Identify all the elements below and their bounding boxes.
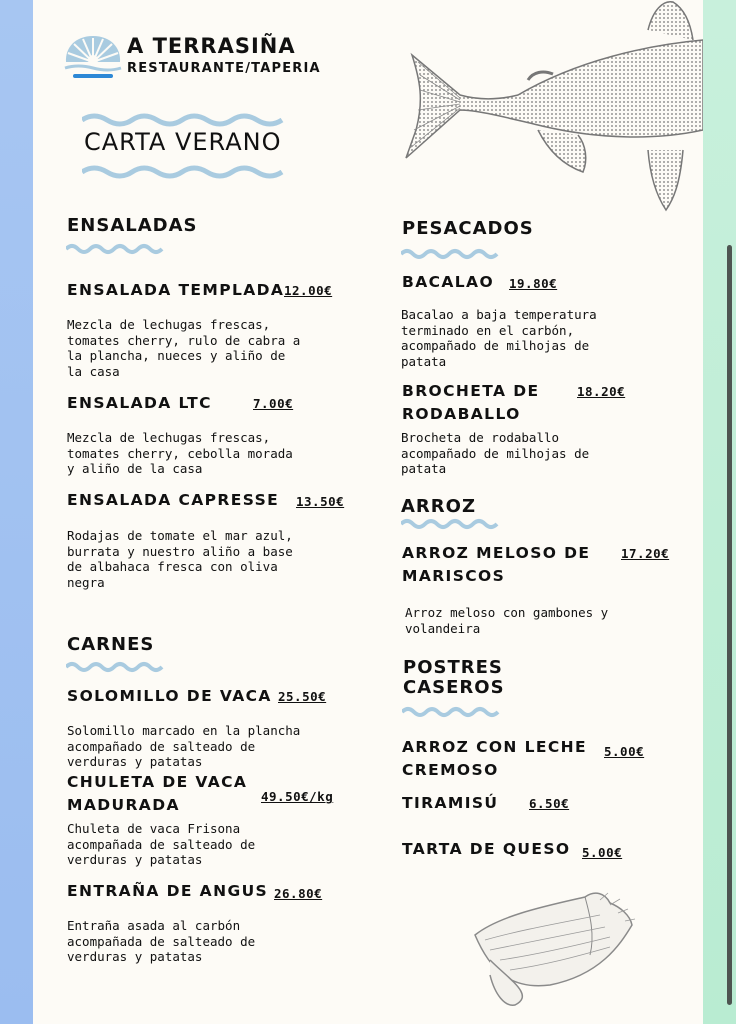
wave-divider-icon (402, 706, 500, 718)
section-heading-postres-line2: CASEROS (403, 677, 505, 698)
menu-item-price: 26.80€ (274, 886, 323, 901)
brand-name: A TERRASIÑA (127, 34, 296, 58)
menu-item-price: 6.50€ (529, 796, 570, 811)
menu-item-price: 25.50€ (278, 689, 327, 704)
section-heading-postres-line1: POSTRES (403, 657, 503, 678)
menu-item-name: SOLOMILLO DE VACA (67, 687, 272, 705)
menu-item-name: BACALAO (402, 273, 495, 291)
menu-item-description: Chuleta de vaca Frisona acompañada de salteado de verduras y patatas (67, 821, 256, 867)
menu-item-name-line2: MARISCOS (402, 567, 506, 585)
menu-item-name-line1: ARROZ MELOSO DE (402, 544, 591, 562)
menu-item-name: TARTA DE QUESO (402, 840, 571, 858)
menu-item-description: Entraña asada al carbón acompañada de salteado de verduras y patatas (67, 918, 256, 964)
wave-divider-icon (66, 661, 164, 673)
menu-item-name-line1: CHULETA DE VACA (67, 773, 248, 791)
menu-item-name-line1: ARROZ CON LECHE (402, 738, 587, 756)
menu-item-price: 18.20€ (577, 384, 626, 399)
wave-divider-icon (401, 248, 499, 260)
wave-divider-icon (401, 518, 499, 530)
brand-subtitle: RESTAURANTE/TAPERIA (127, 61, 321, 76)
menu-item-name-line2: RODABALLO (402, 405, 521, 423)
menu-item-name-line2: CREMOSO (402, 761, 499, 779)
menu-item-description: Arroz meloso con gambones y volandeira (405, 605, 609, 636)
menu-item-price: 17.20€ (621, 546, 670, 561)
fish-illustration-icon (398, 0, 703, 215)
menu-item-description: Solomillo marcado en la plancha acompañado de salteado de verduras y patatas (67, 723, 301, 769)
menu-item-name: ENSALADA TEMPLADA (67, 281, 285, 299)
menu-item-description: Mezcla de lechugas frescas, tomates cherry, rulo de cabra a la plancha, nueces y aliño de la casa (67, 317, 301, 379)
menu-item-description: Mezcla de lechugas frescas, tomates cherry, cebolla morada y aliño de la casa (67, 430, 293, 476)
scrollbar[interactable] (727, 245, 732, 1005)
menu-item-description: Bacalao a baja temperatura terminado en el carbón, acompañado de milhojas de patata (401, 307, 597, 369)
menu-title: CARTA VERANO (84, 128, 282, 156)
menu-item-name-line1: BROCHETA DE (402, 382, 540, 400)
wave-divider-icon (66, 243, 164, 255)
menu-item-price: 12.00€ (284, 283, 333, 298)
menu-item-name: ENSALADA CAPRESSE (67, 491, 280, 509)
menu-item-name: ENSALADA LTC (67, 394, 212, 412)
menu-item-price: 19.80€ (509, 276, 558, 291)
menu-item-price: 7.00€ (253, 396, 294, 411)
menu-item-name-line2: MADURADA (67, 796, 180, 814)
menu-item-name: ENTRAÑA DE ANGUS (67, 882, 269, 900)
seashell-logo-icon (63, 32, 123, 82)
menu-item-name: TIRAMISÚ (402, 794, 499, 812)
menu-item-price: 5.00€ (604, 744, 645, 759)
left-color-strip (0, 0, 33, 1024)
section-heading-pescados: PESACADOS (402, 218, 534, 239)
conch-shell-illustration-icon (470, 885, 640, 1015)
menu-item-description: Rodajas de tomate el mar azul, burrata y nuestro aliño a base de albahaca fresca con oliva negra (67, 528, 293, 590)
section-heading-ensaladas: ENSALADAS (67, 215, 198, 236)
section-heading-carnes: CARNES (67, 634, 155, 655)
menu-item-price: 49.50€/kg (261, 789, 334, 804)
menu-item-description: Brocheta de rodaballo acompañado de milhojas de patata (401, 430, 590, 476)
menu-item-price: 13.50€ (296, 494, 345, 509)
section-heading-arroz: ARROZ (401, 496, 477, 517)
menu-item-price: 5.00€ (582, 845, 623, 860)
